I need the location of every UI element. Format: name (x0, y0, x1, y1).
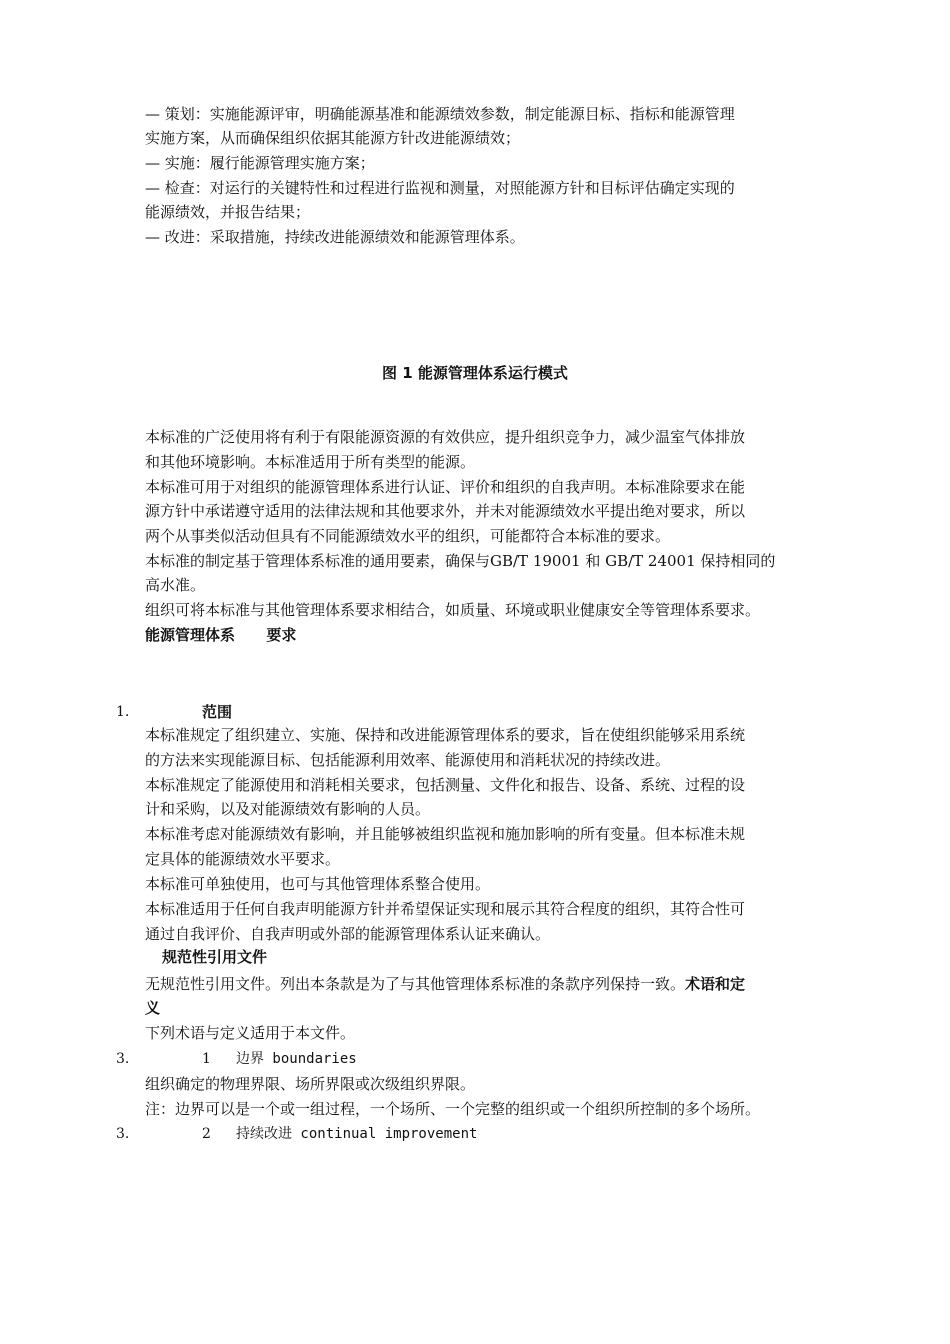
term-label: 持续改进 continual improvement (236, 1126, 478, 1142)
intro-line: 本标准的广泛使用将有利于有限能源资源的有效供应，提升组织竞争力，减少温室气体排放 (145, 428, 746, 446)
scope-line: 本标准规定了能源使用和消耗相关要求，包括测量、文件化和报告、设备、系统、过程的设 (145, 776, 746, 794)
section-heading-scope: 范围 (202, 703, 233, 721)
section-number: 1. (116, 704, 130, 720)
term-number: 3. (116, 1126, 130, 1142)
scope-line: 本标准规定了组织建立、实施、保持和改进能源管理体系的要求，旨在使组织能够采用系统 (145, 726, 746, 744)
term-definition: 组织确定的物理界限、场所界限或次级组织界限。 (145, 1075, 476, 1093)
intro-line: 高水准。 (145, 576, 206, 594)
references-text: 无规范性引用文件。列出本条款是为了与其他管理体系标准的条款序列保持一致。 (145, 975, 686, 993)
intro-line: 和其他环境影响。本标准适用于所有类型的能源。 (145, 453, 476, 471)
scope-line: 本标准考虑对能源绩效有影响，并且能够被组织监视和施加影响的所有变量。但本标准未规 (145, 825, 746, 843)
intro-line: 源方针中承诺遵守适用的法律法规和其他要求外，并未对能源绩效水平提出绝对要求，所以 (145, 502, 746, 520)
intro-line: 本标准可用于对组织的能源管理体系进行认证、评价和组织的自我声明。本标准除要求在能 (145, 478, 746, 496)
pdca-line: 能源绩效，并报告结果； (145, 203, 311, 221)
term-note: 注：边界可以是一个或一组过程，一个场所、一个完整的组织或一个组织所控制的多个场所。 (145, 1100, 761, 1118)
section-heading-references: 规范性引用文件 (162, 948, 268, 966)
scope-line: 通过自我评价、自我声明或外部的能源管理体系认证来确认。 (145, 925, 551, 943)
section-heading-terms-cont: 义 (145, 999, 161, 1017)
scope-line: 本标准可单独使用，也可与其他管理体系整合使用。 (145, 875, 491, 893)
pdca-line: — 改进：采取措施，持续改进能源绩效和能源管理体系。 (145, 228, 525, 246)
references-line (145, 972, 745, 996)
term-subnumber: 2 (202, 1126, 211, 1142)
intro-line: 组织可将本标准与其他管理体系要求相结合，如质量、环境或职业健康安全等管理体系要求。 (145, 601, 761, 619)
scope-line: 的方法来实现能源目标、包括能源利用效率、能源使用和消耗状况的持续改进。 (145, 751, 671, 769)
doc-title: 能源管理体系 要求 (145, 626, 297, 644)
pdca-line: — 策划：实施能源评审，明确能源基准和能源绩效参数，制定能源目标、指标和能源管理 (145, 105, 735, 123)
pdca-line: 实施方案，从而确保组织依据其能源方针改进能源绩效； (145, 129, 521, 147)
scope-line: 计和采购，以及对能源绩效有影响的人员。 (145, 800, 431, 818)
pdca-line: — 实施：履行能源管理实施方案； (145, 154, 375, 172)
term-subnumber: 1 (202, 1051, 211, 1067)
scope-line: 本标准适用于任何自我声明能源方针并希望保证实现和展示其符合程度的组织，其符合性可 (145, 900, 746, 918)
terms-intro: 下列术语与定义适用于本文件。 (145, 1024, 356, 1042)
term-number: 3. (116, 1051, 130, 1067)
intro-line: 两个从事类似活动但具有不同能源绩效水平的组织，可能都符合本标准的要求。 (145, 527, 671, 545)
pdca-line: — 检查：对运行的关键特性和过程进行监视和测量，对照能源方针和目标评估确定实现的 (145, 179, 735, 197)
intro-line: 本标准的制定基于管理体系标准的通用要素，确保与GB/T 19001 和 GB/T 24001 保持相同的 (145, 552, 776, 570)
figure-caption: 图 1 能源管理体系运行模式 (382, 364, 568, 382)
term-label: 边界 boundaries (236, 1051, 357, 1067)
section-heading-terms: 术语和定 (685, 975, 746, 993)
scope-line: 定具体的能源绩效水平要求。 (145, 850, 341, 868)
